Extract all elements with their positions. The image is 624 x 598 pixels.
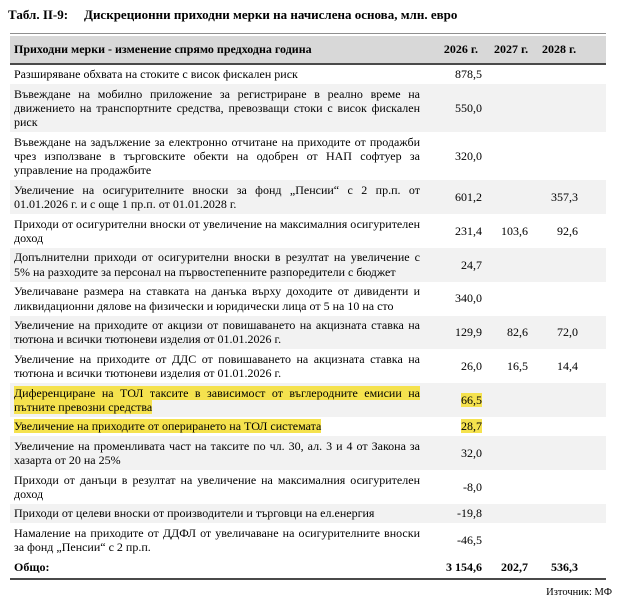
total-2026: 3 154,6: [446, 559, 482, 574]
value-2028: [538, 248, 606, 282]
measure-label-highlighted: Увеличение на приходите от оперирането на ТОЛ системата: [14, 419, 322, 434]
value-2026: 32,0: [461, 445, 482, 460]
value-2026: 320,0: [455, 149, 482, 164]
table-row: [10, 132, 606, 180]
table-row: [10, 436, 606, 470]
total-row: [10, 557, 606, 579]
value-2027: [490, 470, 538, 504]
table-row: [10, 470, 606, 504]
value-2028: [538, 523, 606, 557]
value-2027: [490, 132, 538, 180]
measure-label-highlighted: Диференциране на ТОЛ таксите в зависимост от въглеродните емисии на пътните превозни средства: [14, 385, 420, 414]
value-2027: [490, 383, 538, 417]
value-2026: -46,5: [457, 532, 482, 547]
measure-label: Увеличение на приходите от акцизи от повишаването на акцизната ставка на тютюна и всички тютюневи изделия от 01.01.2026 г.: [14, 318, 420, 347]
value-2027: [490, 64, 538, 84]
table-row-highlighted: [10, 383, 606, 417]
value-2028: 357,3: [551, 190, 578, 205]
table-header: [10, 36, 606, 63]
measure-label: Приходи от данъци в резултат на увеличение на максималния осигурителен доход: [14, 472, 420, 501]
total-label: Общо:: [14, 559, 50, 574]
table-title: [0, 7, 624, 23]
measure-label: Разширяване обхвата на стоките с висок фискален риск: [14, 67, 298, 82]
measures-table: [10, 36, 606, 580]
value-2028: [538, 64, 606, 84]
table-row: [10, 180, 606, 214]
value-2026: 231,4: [455, 223, 482, 238]
value-2026: 24,7: [461, 257, 482, 272]
value-2028: [538, 132, 606, 180]
value-2027: [490, 504, 538, 523]
table-row: [10, 214, 606, 248]
header-year-2026: 2026 г.: [443, 42, 478, 57]
value-2028: [538, 282, 606, 316]
value-2028: [538, 383, 606, 417]
value-2026: 601,2: [455, 190, 482, 205]
measure-label: Увеличение на осигурителните вноски за фонд „Пенсии“ с 2 пр.п. от 01.01.2026 г. и с още 1 пр.п. от 01.01.2028 г.: [14, 182, 420, 212]
value-2027: 103,6: [501, 223, 528, 238]
table-row: [10, 282, 606, 316]
value-2027: [490, 248, 538, 282]
value-2026: -19,8: [457, 506, 482, 521]
measure-label: Приходи от осигурителни вноски от увеличение на максималния осигурителен доход: [14, 216, 420, 246]
value-2028: [538, 436, 606, 470]
value-2027: [490, 84, 538, 132]
value-2028: [538, 470, 606, 504]
measure-label: Намаление на приходите от ДДФЛ от увеличаване на осигурителните вноски за фонд „Пенсии“ с 2 пр.п.: [14, 525, 420, 555]
value-2028: [538, 417, 606, 436]
highlighted-value: 66,5: [461, 392, 482, 407]
measure-label: Въвеждане на задължение за електронно отчитане на приходите от продажби чрез използване в търговските обекти на одобрен от НАП софтуер за управление на продажбите: [14, 134, 420, 178]
table-row: [10, 316, 606, 350]
value-2026: [430, 417, 490, 436]
table-row: [10, 84, 606, 132]
measure-label: Допълнителни приходи от осигурителни вноски в резултат на увеличение с 5% на разходите за персонал на първостепенните разпоредители с бюджет: [14, 250, 420, 279]
value-2026: 129,9: [455, 325, 482, 340]
value-2026: 878,5: [455, 67, 482, 82]
total-2027: 202,7: [501, 559, 528, 574]
value-2028: 72,0: [557, 325, 578, 340]
value-2028: 14,4: [557, 358, 578, 373]
total-2028: 536,3: [551, 559, 578, 574]
source-note: Източник: МФ: [546, 587, 612, 598]
table-row: [10, 64, 606, 84]
measure-label: Увеличение на променливата част на таксите по чл. 30, ал. 3 и 4 от Закона за хазарта от 20 на 25%: [14, 438, 420, 468]
value-2028: [538, 504, 606, 523]
value-2026: 340,0: [455, 291, 482, 306]
measure-label: Увеличаване размера на ставката на данъка върху доходите от дивиденти и ликвидационни дялове на физически и юридически лица от 5 на 10 на сто: [14, 284, 420, 313]
value-2027: 16,5: [507, 358, 528, 373]
value-2026: -8,0: [463, 479, 482, 494]
table-body: [10, 64, 606, 580]
highlighted-value: 28,7: [461, 419, 482, 434]
table-top-rule: [10, 33, 606, 34]
measure-label: Приходи от целеви вноски от производители и търговци на ел.енергия: [14, 506, 375, 521]
header-year-2028: 2028 г.: [542, 42, 577, 57]
value-2028: [538, 84, 606, 132]
measure-label: Въвеждане на мобилно приложение за регистриране в реално време на движението на транспортните средства, превозващи стоки с висок фискален риск: [14, 86, 420, 130]
value-2027: [490, 180, 538, 214]
header-year-2027: 2027 г.: [494, 42, 529, 57]
table-title-number: Табл. II-9:: [8, 7, 69, 22]
header-row: [10, 36, 606, 63]
measure-label: Увеличение на приходите от ДДС от повишаването на акцизната ставка на тютюна и всички тютюневи изделия от 01.01.2026 г.: [14, 351, 420, 381]
table-title-text: Дискреционни приходни мерки на начислена основа, млн. евро: [84, 7, 458, 22]
value-2027: [490, 282, 538, 316]
value-2026: 550,0: [455, 100, 482, 115]
table-row: [10, 504, 606, 523]
value-2026: [430, 383, 490, 417]
value-2027: 82,6: [507, 325, 528, 340]
value-2027: [490, 436, 538, 470]
value-2028: 92,6: [557, 223, 578, 238]
table-row: [10, 523, 606, 557]
header-measure: Приходни мерки - изменение спрямо предходна година: [14, 42, 312, 57]
table-row: [10, 248, 606, 282]
value-2027: [490, 523, 538, 557]
value-2027: [490, 417, 538, 436]
table-row: [10, 349, 606, 383]
value-2026: 26,0: [461, 358, 482, 373]
table-row-highlighted: [10, 417, 606, 436]
